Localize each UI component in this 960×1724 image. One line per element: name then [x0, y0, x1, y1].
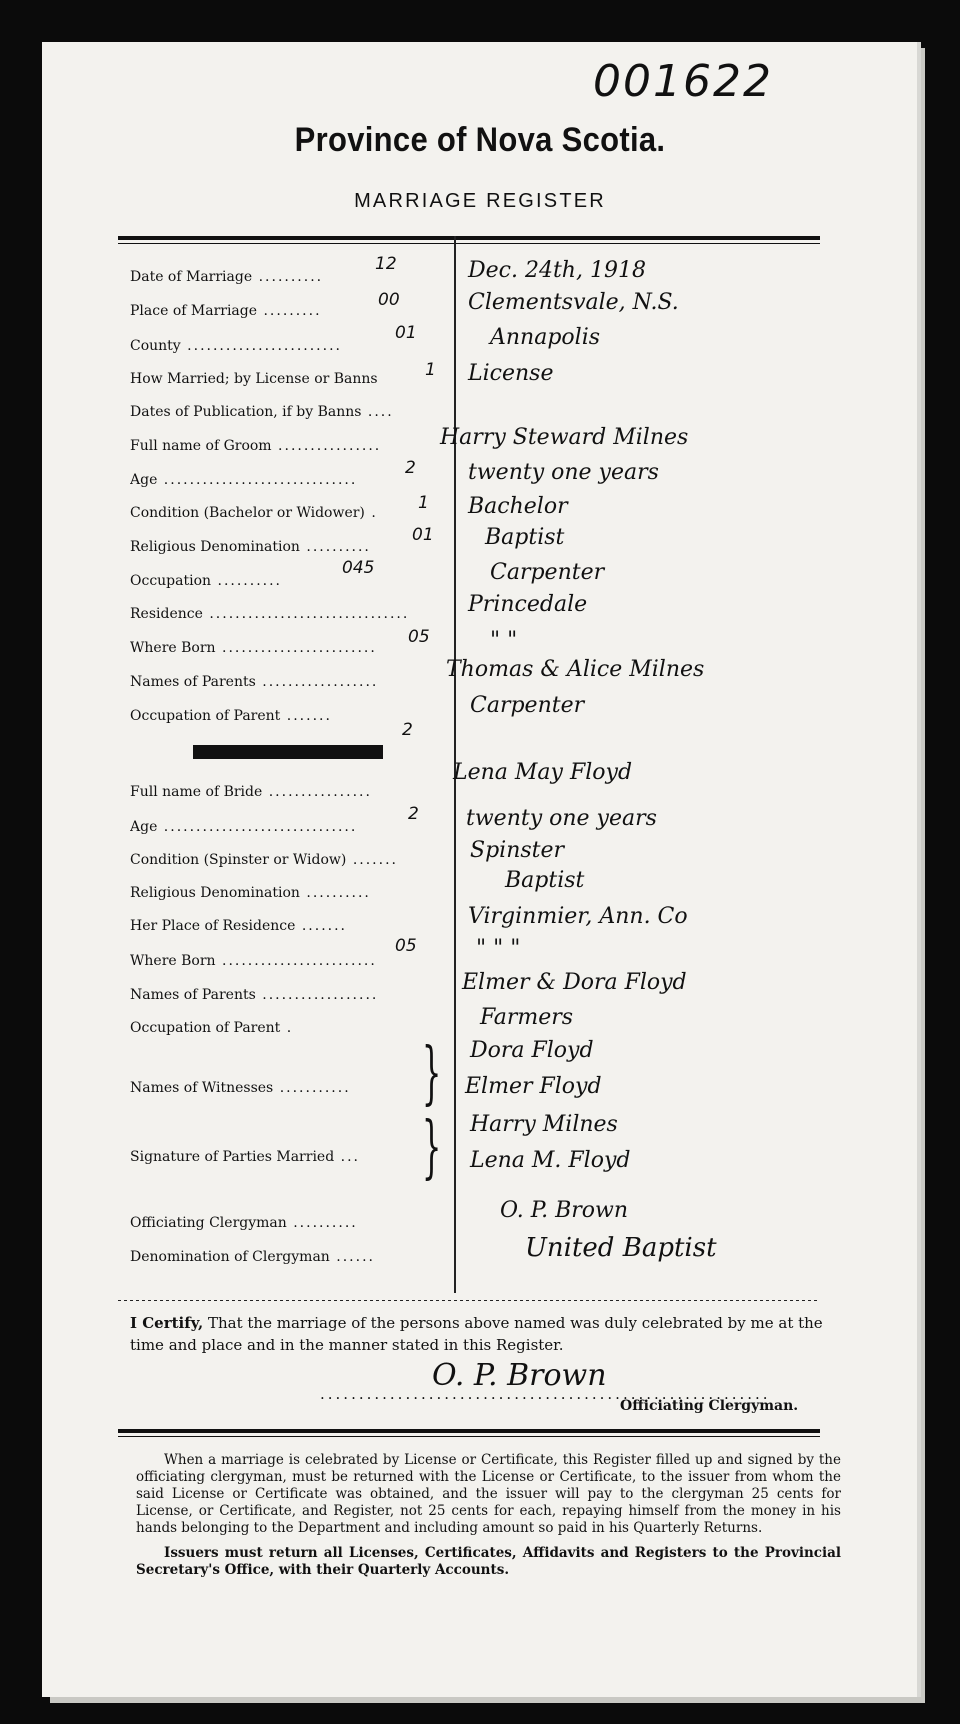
field-label: Occupation of Parent ....... — [130, 708, 332, 724]
signature-caption: Officiating Clergyman. — [620, 1398, 799, 1414]
field-label: Dates of Publication, if by Banns .... — [130, 404, 394, 420]
field-code: 00 — [378, 290, 400, 310]
dotted-rule — [118, 1300, 820, 1301]
field-label: Place of Marriage ......... — [130, 303, 322, 319]
field-code: 05 — [408, 627, 430, 647]
field-code: 045 — [342, 558, 375, 578]
page-subtitle: MARRIAGE REGISTER — [354, 190, 606, 212]
bottom-rule-thin — [118, 1436, 820, 1437]
field-value: Baptist — [505, 868, 585, 893]
field-value: Farmers — [480, 1005, 574, 1030]
field-label: Full name of Groom ................ — [130, 438, 382, 454]
field-code: 12 — [375, 254, 397, 274]
clergy-signature: O. P. Brown — [432, 1358, 607, 1393]
field-code: 2 — [408, 804, 419, 824]
signatures-brace: } — [421, 1108, 442, 1187]
field-label: Where Born ........................ — [130, 640, 377, 656]
field-code: 01 — [395, 323, 417, 343]
field-label: Age .............................. — [130, 819, 358, 835]
top-rule-thin — [118, 243, 820, 244]
field-code: 05 — [395, 936, 417, 956]
field-label: Condition (Bachelor or Widower) . — [130, 505, 378, 521]
field-label: Where Born ........................ — [130, 953, 377, 969]
field-code: 1 — [425, 360, 436, 380]
field-value: " " " — [476, 936, 521, 961]
field-label: Names of Parents .................. — [130, 987, 379, 1003]
field-code: 01 — [412, 525, 434, 545]
section-code: 2 — [402, 720, 413, 740]
field-label: County ........................ — [130, 338, 342, 354]
field-value: twenty one years — [468, 460, 659, 485]
section-divider-bar — [193, 745, 383, 759]
field-value: Harry Steward Milnes — [440, 425, 689, 450]
field-label: How Married; by License or Banns — [130, 371, 378, 387]
witness-1: Dora Floyd — [470, 1038, 594, 1063]
field-code: 2 — [405, 458, 416, 478]
signature-groom: Harry Milnes — [470, 1112, 618, 1137]
field-value: Thomas & Alice Milnes — [446, 657, 705, 682]
signatures-label: Signature of Parties Married ... — [130, 1149, 360, 1165]
field-label: Condition (Spinster or Widow) ....... — [130, 852, 398, 868]
field-value: Bachelor — [468, 494, 568, 519]
field-value: Baptist — [485, 525, 565, 550]
notes-paragraph-1: When a marriage is celebrated by License or Certificate, this Register filled up and signed by the officiating clergyman, must be returned with the License or Certificate, to the issuer from whom the said License or Certificate was obtained, and the issuer will pay to the clergyman 25 cents for License, or Certificate, and Register, not 25 cents for each, repaying himself from the money in his hands belonging to the Department and including amount so paid in his Quarterly Returns. — [136, 1452, 841, 1536]
field-value: Virginmier, Ann. Co — [468, 904, 688, 929]
witness-2: Elmer Floyd — [465, 1074, 602, 1099]
field-value: Lena May Floyd — [453, 760, 633, 785]
signature-bride: Lena M. Floyd — [470, 1148, 631, 1173]
bottom-rule — [118, 1429, 820, 1433]
field-value: Annapolis — [490, 325, 601, 350]
clergy-denomination-label: Denomination of Clergyman ...... — [130, 1249, 375, 1265]
field-label: Religious Denomination .......... — [130, 885, 371, 901]
witnesses-label: Names of Witnesses ........... — [130, 1080, 351, 1096]
field-value: " " — [490, 628, 518, 653]
field-value: twenty one years — [466, 806, 657, 831]
field-value: Carpenter — [490, 560, 605, 585]
field-value: Dec. 24th, 1918 — [468, 258, 646, 283]
field-value: License — [468, 361, 554, 386]
page-title: Province of Nova Scotia. — [294, 119, 666, 160]
clergy-name: O. P. Brown — [500, 1198, 628, 1223]
clergy-label: Officiating Clergyman .......... — [130, 1215, 358, 1231]
field-label: Occupation .......... — [130, 573, 282, 589]
field-value: Clementsvale, N.S. — [468, 290, 679, 315]
signature-line: .......................................................... — [320, 1385, 771, 1403]
witnesses-brace: } — [421, 1034, 442, 1113]
field-label: Residence ............................... — [130, 606, 410, 622]
field-value: Spinster — [470, 838, 565, 863]
notes-paragraph-2: Issuers must return all Licenses, Certificates, Affidavits and Registers to the Provincial Secretary's Office, with their Quarterly Accounts. — [136, 1545, 841, 1578]
notes-block — [136, 1452, 841, 1579]
field-value: Princedale — [468, 592, 588, 617]
field-value: Carpenter — [470, 693, 585, 718]
top-rule — [118, 236, 820, 240]
field-value: Elmer & Dora Floyd — [462, 970, 687, 995]
field-label: Religious Denomination .......... — [130, 539, 371, 555]
register-number: 001622 — [593, 56, 773, 107]
field-code: 1 — [418, 493, 429, 513]
field-label: Date of Marriage .......... — [130, 269, 324, 285]
field-label: Full name of Bride ................ — [130, 784, 372, 800]
field-label: Age .............................. — [130, 472, 358, 488]
clergy-denomination: United Baptist — [525, 1233, 717, 1263]
field-label: Names of Parents .................. — [130, 674, 379, 690]
certify-text: I Certify, That the marriage of the persons above named was duly celebrated by me at the time and place and in the manner stated in this Register. — [130, 1314, 823, 1354]
field-label: Occupation of Parent . — [130, 1020, 294, 1036]
field-label: Her Place of Residence ....... — [130, 918, 348, 934]
